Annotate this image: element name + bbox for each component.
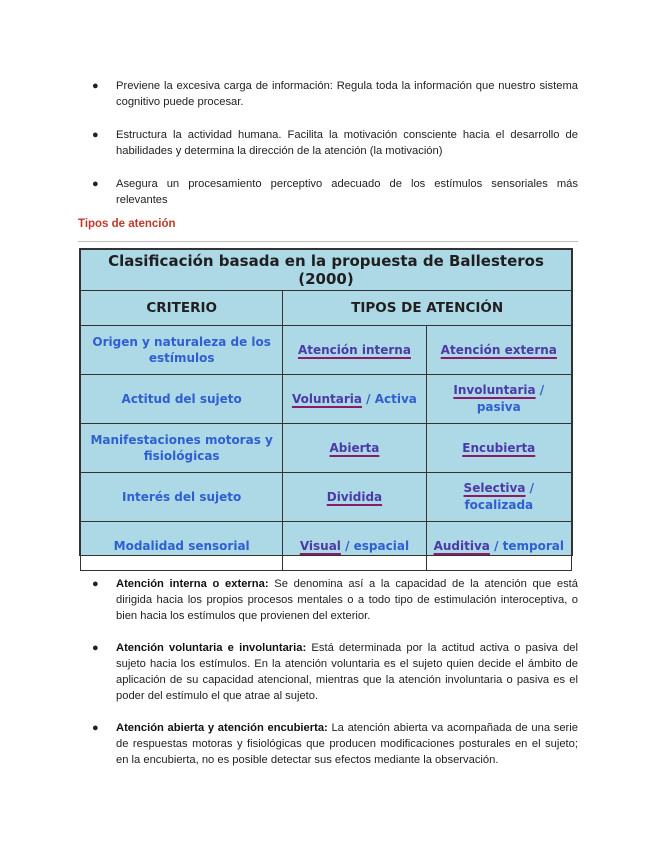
table-row	[81, 424, 572, 473]
table-row	[81, 375, 572, 424]
bullet-term: Atención voluntaria e involuntaria:	[116, 642, 307, 654]
list-item	[78, 176, 578, 208]
tipo-cell	[283, 424, 426, 473]
header-tipos: TIPOS DE ATENCIÓN	[283, 291, 572, 326]
bullet-text: Está determinada por la actitud activa o pasiva del sujeto hacia los estímulos. En la atención voluntaria es el sujeto quien decide el ámbito de aplicación de su capacidad atencional, mientras que la atención involuntaria o pasiva es el poder del estímulo el que atrae al sujeto.	[116, 642, 579, 702]
tipo-cell: Selectiva / focalizada	[426, 473, 571, 522]
table-row	[81, 522, 572, 571]
tipo-link[interactable]: Auditiva	[433, 538, 490, 553]
types-bullet-list	[78, 576, 578, 784]
table-row	[81, 326, 572, 375]
intro-bullet-list	[78, 78, 578, 225]
bullet-icon: ●	[92, 722, 99, 734]
list-item	[78, 720, 578, 768]
criterio-cell: Origen y naturaleza de los estímulos	[81, 326, 283, 375]
bullet-icon: ●	[92, 578, 99, 590]
tipo-cell	[283, 326, 426, 375]
classification-table	[79, 248, 573, 556]
section-heading: Tipos de atención	[78, 218, 176, 230]
table-row	[81, 473, 572, 522]
tipo-link[interactable]: Atención interna	[297, 342, 411, 357]
bullet-text: La atención abierta va acompañada de una serie de respuestas motoras y fisiológicas que producen modificaciones posturales en el sujeto; en la encubierta, no es posible detectar sus efectos mediante la observación.	[116, 722, 578, 766]
tipo-link[interactable]: Abierta	[329, 440, 380, 455]
tipo-link[interactable]: Encubierta	[462, 440, 536, 455]
list-item	[78, 640, 578, 704]
tipo-cell: Visual / espacial	[283, 522, 426, 571]
bullet-text: Estructura la actividad humana. Facilita la motivación consciente hacia el desarrollo de habilidades y determina la dirección de la atención (la motivación)	[116, 129, 578, 157]
tipo-link[interactable]: Visual	[299, 538, 341, 553]
bullet-text: Asegura un procesamiento perceptivo adecuado de los estímulos sensoriales más relevantes	[116, 178, 578, 206]
list-item	[78, 576, 578, 624]
bullet-text: Se denomina así a la capacidad de la atención que está dirigida hacia los propios procesos mentales o a todo tipo de estimulación interoceptiva, o bien hacia los estímulos que provienen del exterior.	[116, 578, 578, 622]
bullet-icon: ●	[92, 642, 99, 654]
tipo-cell: Auditiva / temporal	[426, 522, 571, 571]
list-item	[78, 127, 578, 159]
section-divider	[78, 241, 578, 242]
criterio-cell: Modalidad sensorial	[81, 522, 283, 571]
tipo-link[interactable]: Atención externa	[440, 342, 557, 357]
criterio-cell: Manifestaciones motoras y fisiológicas	[81, 424, 283, 473]
list-item	[78, 78, 578, 110]
tipo-cell	[426, 424, 571, 473]
criterio-cell: Actitud del sujeto	[81, 375, 283, 424]
tipo-cell	[283, 473, 426, 522]
tipo-cell: Voluntaria / Activa	[283, 375, 426, 424]
tipo-link[interactable]: Selectiva	[463, 481, 526, 495]
table-title: Clasificación basada en la propuesta de Ballesteros (2000)	[81, 250, 572, 291]
criterio-cell: Interés del sujeto	[81, 473, 283, 522]
header-criterio: CRITERIO	[81, 291, 283, 326]
bullet-icon: ●	[92, 129, 99, 141]
tipo-cell	[426, 326, 571, 375]
tipo-cell: Involuntaria / pasiva	[426, 375, 571, 424]
tipo-link[interactable]: Voluntaria	[291, 391, 362, 406]
tipo-link[interactable]: Involuntaria	[453, 383, 536, 397]
bullet-term: Atención interna o externa:	[116, 578, 269, 590]
bullet-term: Atención abierta y atención encubierta:	[116, 722, 328, 734]
bullet-text: Previene la excesiva carga de información: Regula toda la información que nuestro sistema cognitivo puede procesar.	[116, 80, 578, 108]
bullet-icon: ●	[92, 178, 99, 190]
tipo-link[interactable]: Dividida	[326, 489, 383, 504]
bullet-icon: ●	[92, 80, 99, 92]
